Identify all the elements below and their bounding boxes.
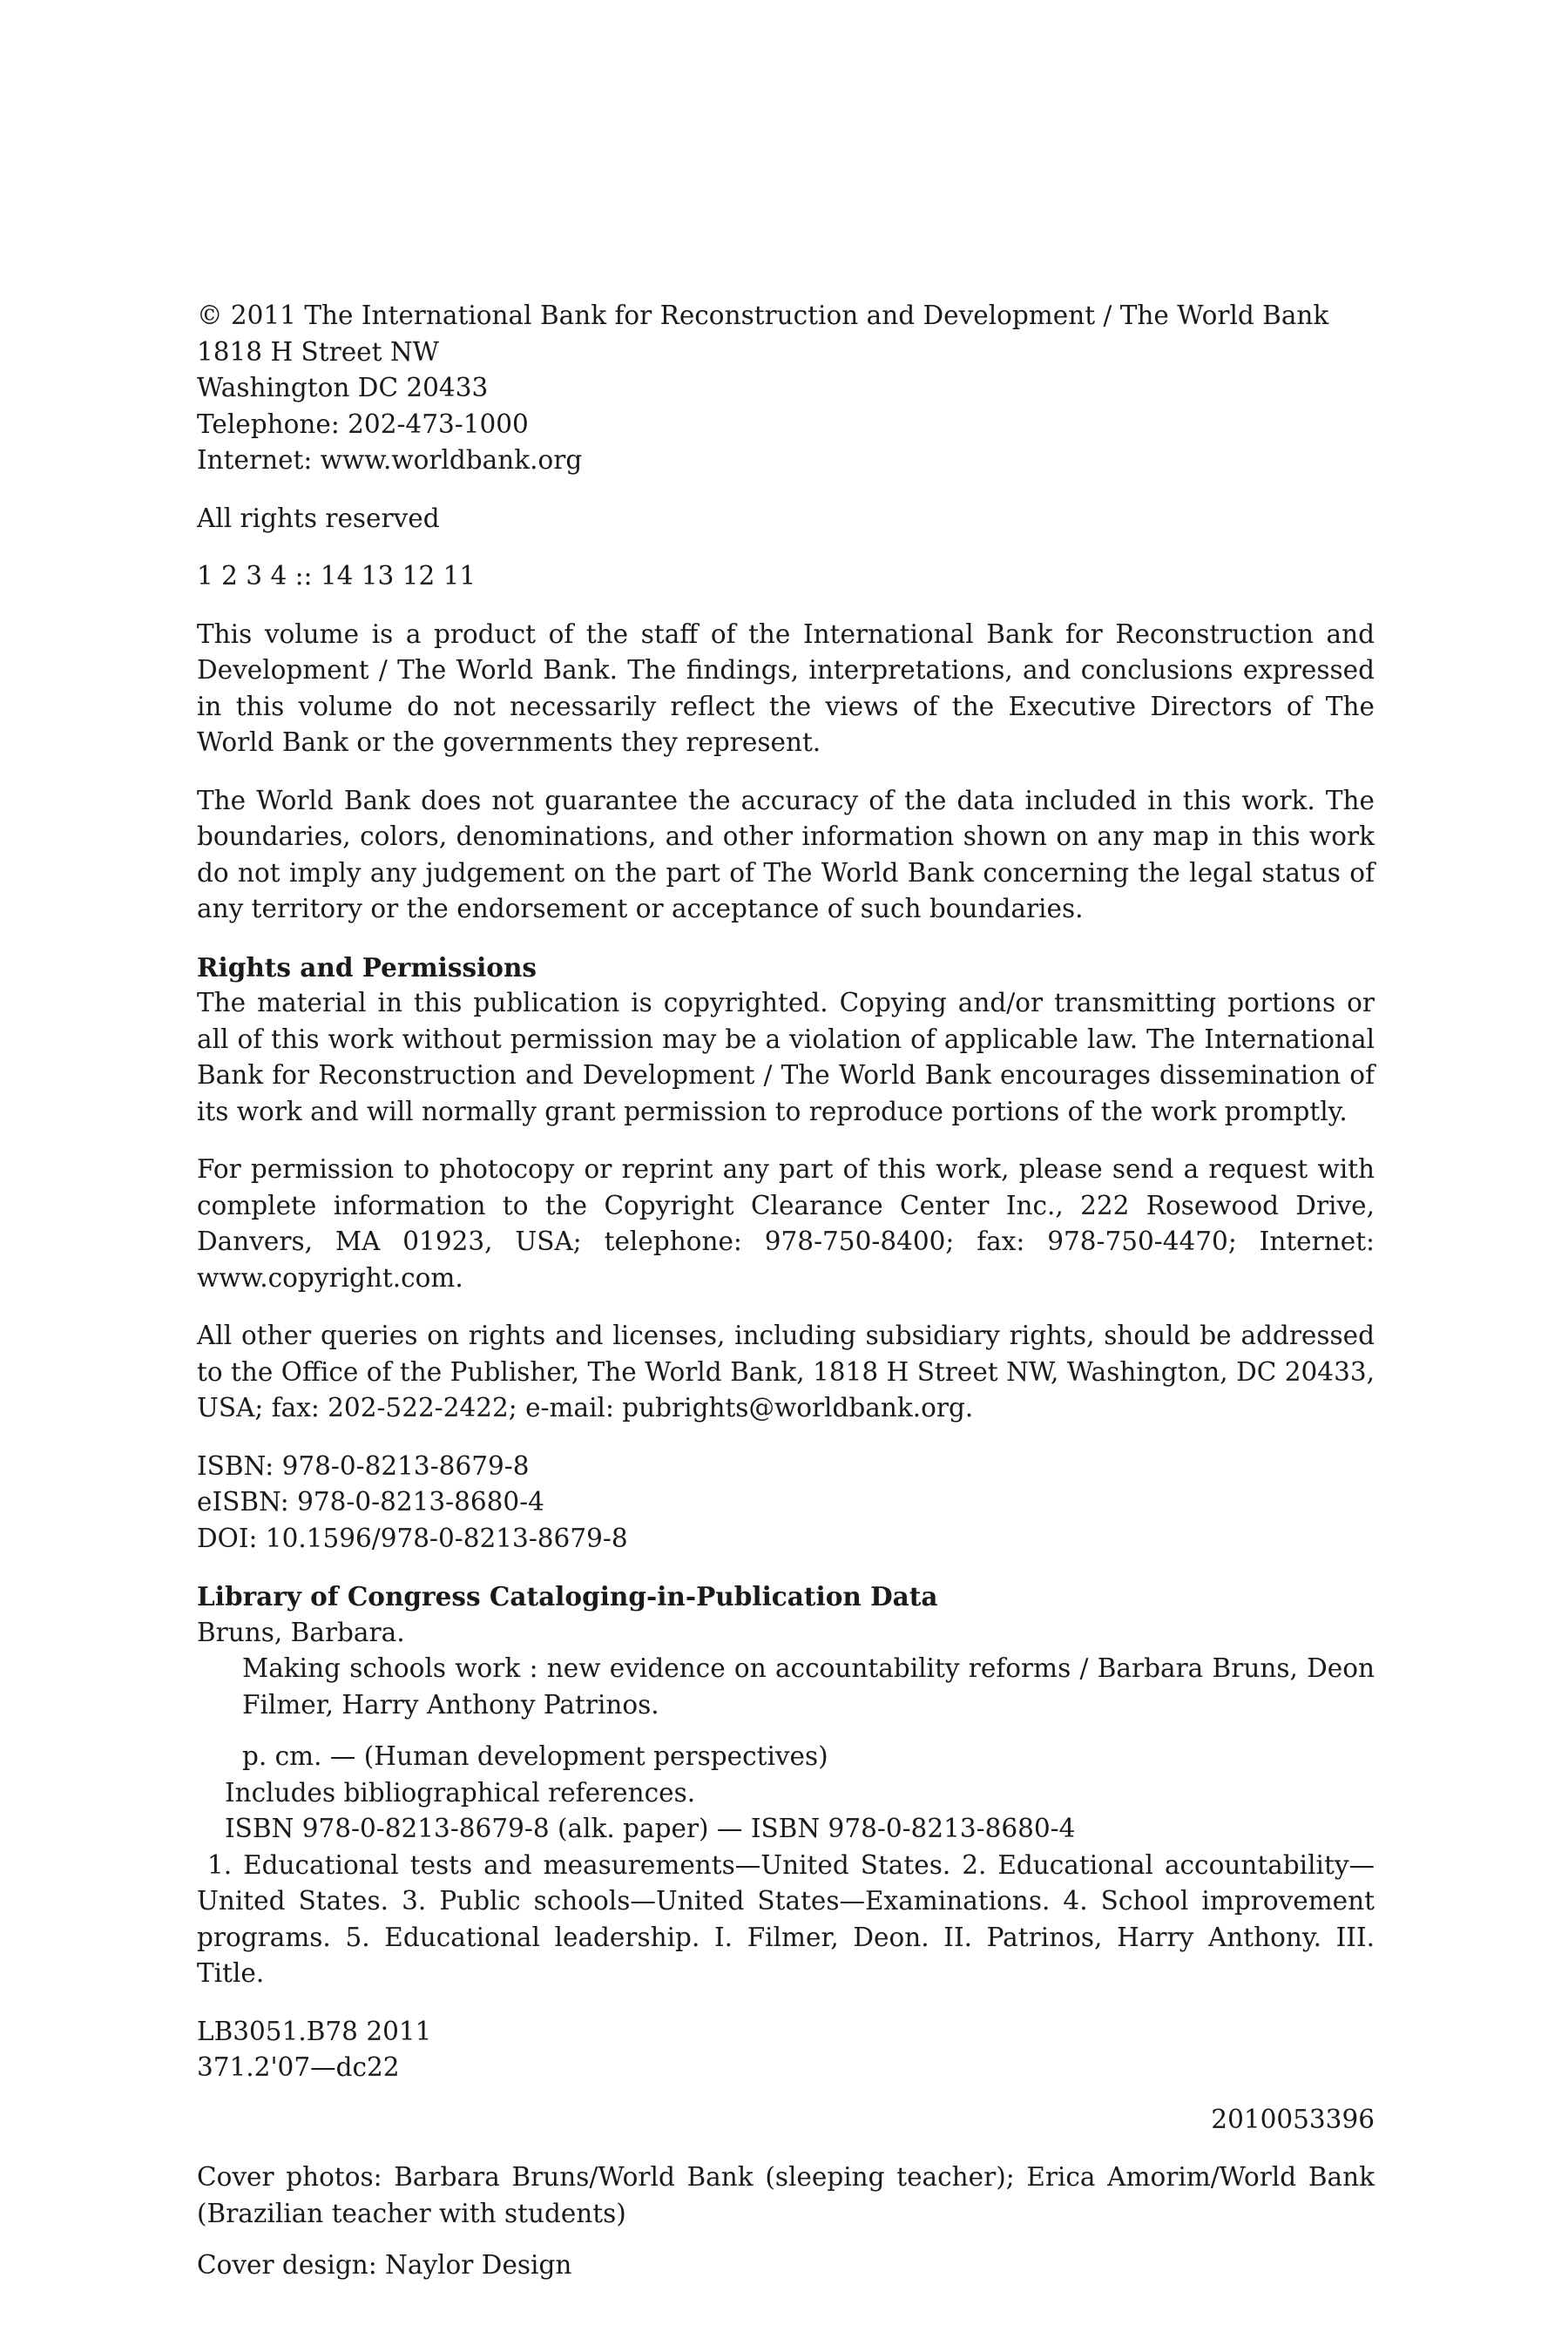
rights-reserved: All rights reserved [197, 503, 440, 533]
isbn: ISBN: 978-0-8213-8679-8 [197, 1450, 530, 1481]
rights-paragraph-1: The material in this publication is copyrighted. Copying and/or transmitting portions or all of this work without permission may be a violation of applicable law. The International Bank for Reconstruction and Development / The World Bank encourages dissemination of its work and will normally grant permission to reproduce portions of the work promptly. [197, 988, 1375, 1126]
website: Internet: www.worldbank.org [197, 445, 583, 475]
rights-heading: Rights and Permissions [197, 951, 537, 983]
doi: DOI: 10.1596/978-0-8213-8679-8 [197, 1523, 628, 1553]
cover-photos-credit: Cover photos: Barbara Bruns/World Bank (sleeping teacher); Erica Amorim/World Bank (Brazilian teacher with students) [197, 2162, 1375, 2228]
cip-subjects: 1. Educational tests and measurements—United States. 2. Educational accountability—United States. 3. Public schools—United States—Examinations. 4. School improvement programs. 5. Educational leadership. I. Filmer, Deon. II. Patrinos, Harry Anthony. III. Title. [197, 1849, 1375, 1988]
eisbn: eISBN: 978-0-8213-8680-4 [197, 1487, 544, 1517]
address-street: 1818 H Street NW [197, 336, 440, 367]
lccn: 2010053396 [1211, 2104, 1375, 2134]
rights-paragraph-2: For permission to photocopy or reprint any part of this work, please send a request with complete information to the Copyright Clearance Center Inc., 222 Rosewood Drive, Danvers, MA 01923, USA; telephone: 978-750-8400; fax: 978-750-4470; Internet: www.copyright.com. [197, 1154, 1375, 1293]
rights-paragraph-3: All other queries on rights and licenses, including subsidiary rights, should be addressed to the Office of the Publisher, The World Bank, 1818 H Street NW, Washington, DC 20433, USA; fax: 202-522-2422; e-mail: pubrights@worldbank.org. [197, 1321, 1375, 1423]
copyright-page [197, 298, 1375, 2284]
cip-author: Bruns, Barbara. [197, 1617, 405, 1647]
cip-title: Making schools work : new evidence on accountability reforms / Barbara Bruns, Deon Filmer, Harry Anthony Patrinos. [242, 1653, 1375, 1720]
disclaimer-paragraph-2: The World Bank does not guarantee the accuracy of the data included in this work. The boundaries, colors, denominations, and other information shown on any map in this work do not imply any judgement on the part of The World Bank concerning the legal status of any territory or the endorsement or acceptance of such boundaries. [197, 785, 1375, 923]
cover-design-credit: Cover design: Naylor Design [197, 2250, 572, 2280]
cip-heading: Library of Congress Cataloging-in-Publication Data [197, 1581, 938, 1612]
cip-includes: Includes bibliographical references. [225, 1777, 696, 1808]
copyright-notice: © 2011 The International Bank for Reconstruction and Development / The World Bank [197, 301, 1329, 330]
address-city: Washington DC 20433 [197, 373, 489, 402]
dewey-classification: 371.2'07—dc22 [197, 2052, 400, 2082]
disclaimer-paragraph-1: This volume is a product of the staff of the International Bank for Reconstruction and Development / The World Bank. The findings, interpretations, and conclusions expressed in this volume do not necessarily reflect the views of the Executive Directors of The World Bank or the governments they represent. [197, 618, 1375, 757]
cip-isbn: ISBN 978-0-8213-8679-8 (alk. paper) — ISBN 978-0-8213-8680-4 [225, 1814, 1076, 1843]
cip-pages: p. cm. — (Human development perspectives) [242, 1741, 828, 1771]
printing-line: 1 2 3 4 :: 14 13 12 11 [197, 561, 476, 591]
telephone: Telephone: 202-473-1000 [197, 409, 529, 439]
lc-classification: LB3051.B78 2011 [197, 2016, 432, 2046]
